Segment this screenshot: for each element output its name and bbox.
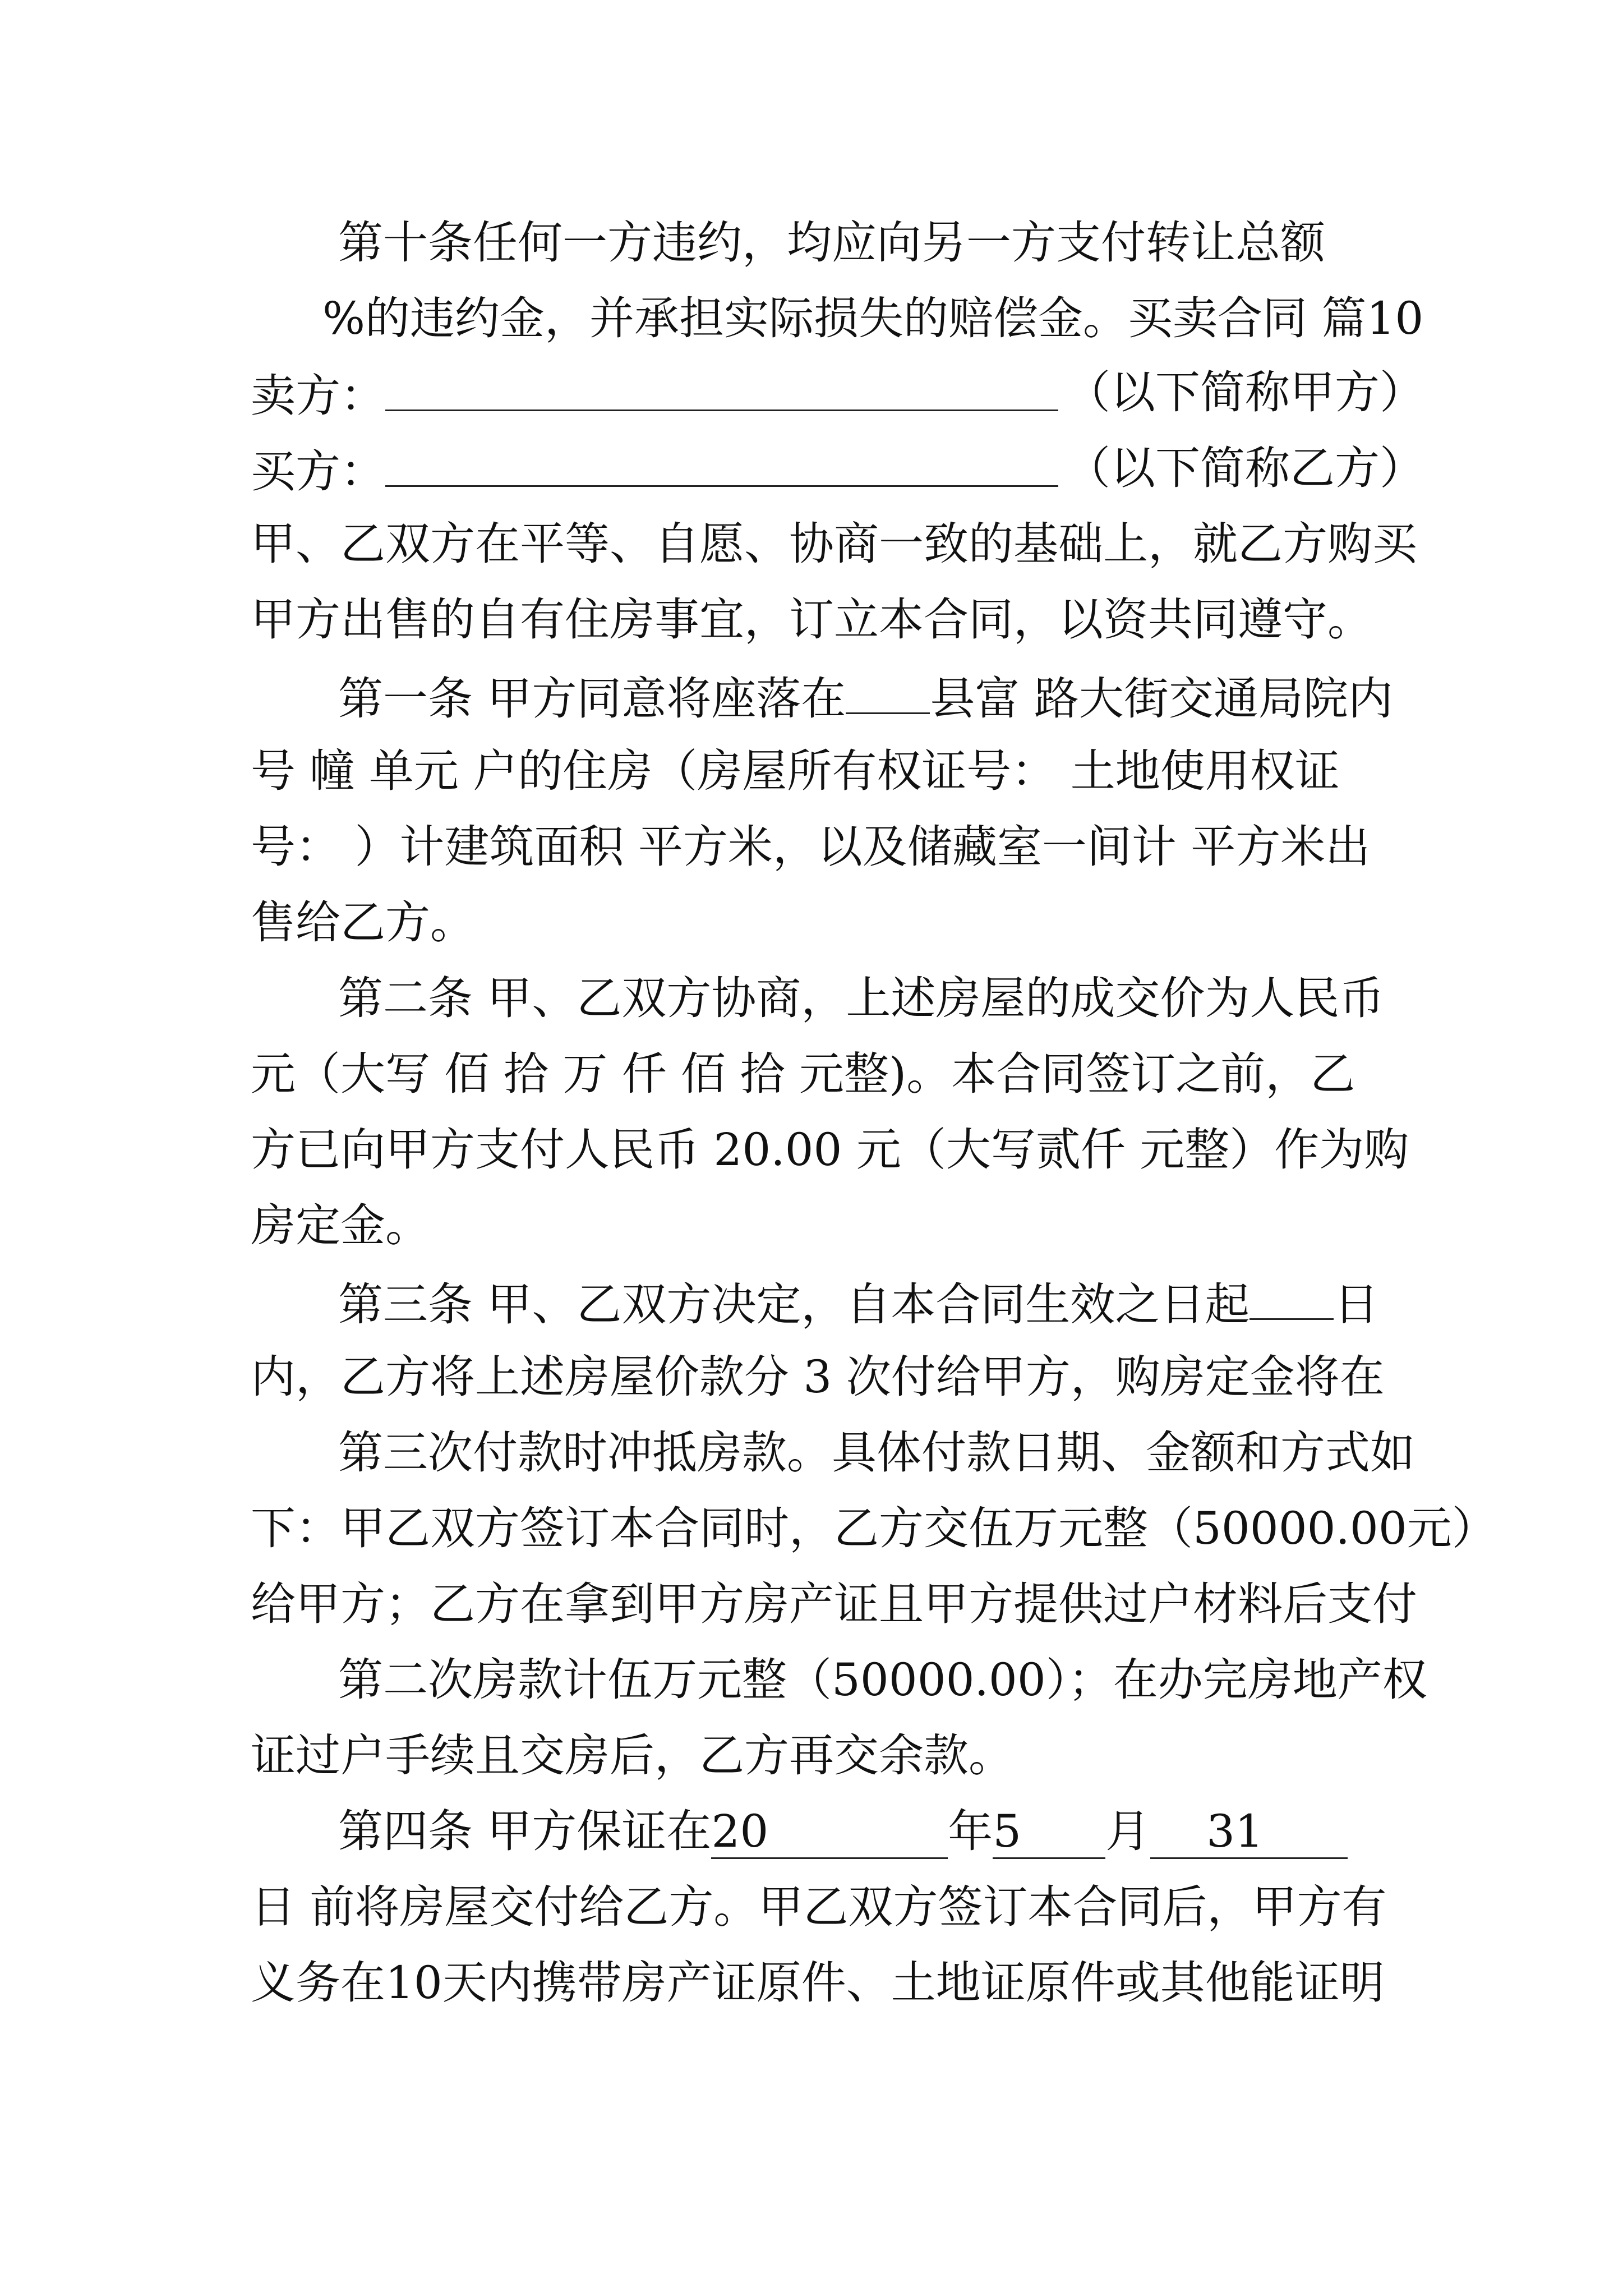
month-label: 月 [1105,1805,1151,1857]
clause-two-line-3: 方已向甲方支付人民币 20.00 元（大写贰仟 元整）作为购 [251,1124,1409,1176]
days-blank [1249,1273,1334,1320]
buyer-blank [385,440,1058,487]
clause-three-line-2: 内，乙方将上述房屋价款分 3 次付给甲方，购房定金将在 [251,1351,1385,1403]
year-prefix: 20 [711,1805,769,1857]
clause-one-part-a: 第一条 甲方同意将座落在 [338,673,846,725]
clause-two-line-2: 元（大写 佰 拾 万 仟 佰 拾 元整)。本合同签订之前，乙 [251,1048,1355,1100]
seller-label: 卖方： [251,370,385,422]
clause-one-line-3: 号： ）计建筑面积 平方米，以及储藏室一间计 平方米出 [251,821,1371,873]
month-value: 5 [993,1805,1022,1857]
clause-four-line-3: 义务在10天内携带房产证原件、土地证原件或其他能证明 [251,1957,1385,2009]
clause-one-line-2: 号 幢 单元 户的住房（房屋所有权证号： 土地使用权证 [251,745,1340,797]
preamble-line-2: 甲方出售的自有住房事宜，订立本合同，以资共同遵守。 [251,593,1372,646]
clause-three-part-b: 日 [1334,1278,1379,1331]
clause-three-line-7: 证过户手续且交房后，乙方再交余款。 [251,1729,1013,1782]
month-blank [993,1805,1105,1859]
year-label: 年 [948,1805,993,1857]
day-value: 31 [1206,1805,1264,1857]
clause-ten-line-1: 第十条任何一方违约，均应向另一方支付转让总额 [338,217,1325,269]
preamble-line-1: 甲、乙双方在平等、自愿、协商一致的基础上，就乙方购买 [251,518,1417,570]
clause-three-line-5: 给甲方；乙方在拿到甲方房产证且甲方提供过户材料后支付 [251,1578,1417,1630]
clause-four-line-1 [338,1803,1348,1860]
clause-ten-line-2: %的违约金，并承担实际损失的赔偿金。买卖合同 篇10 [322,292,1424,344]
seller-blank [385,365,1058,411]
clause-four-line-2: 日 前将房屋交付给乙方。甲乙双方签订本合同后，甲方有 [251,1881,1387,1933]
buyer-line [251,440,1058,500]
clause-three-line-1 [338,1273,1378,1333]
clause-three-line-4: 下：甲乙双方签订本合同时，乙方交伍万元整（50000.00元） [251,1502,1497,1554]
day-blank [1150,1805,1348,1859]
clause-two-line-4: 房定金。 [251,1199,430,1251]
clause-one-line-1 [338,668,1393,727]
clause-one-line-4: 售给乙方。 [251,896,475,949]
buyer-suffix: （以下简称乙方） [1066,442,1424,494]
clause-three-line-6: 第二次房款计伍万元整（50000.00）；在办完房地产权 [338,1654,1427,1706]
year-blank [711,1805,948,1859]
seller-line [251,365,1058,424]
seller-suffix: （以下简称甲方） [1066,366,1424,418]
clause-one-part-b: 县富 路大街交通局院内 [930,673,1393,725]
clause-two-line-1: 第二条 甲、乙双方协商，上述房屋的成交价为人民币 [338,972,1385,1024]
buyer-label: 买方： [251,445,385,498]
clause-three-part-a: 第三条 甲、乙双方决定，自本合同生效之日起 [338,1278,1250,1331]
clause-four-part-a: 第四条 甲方保证在 [338,1805,712,1857]
clause-three-line-3: 第三次付款时冲抵房款。具体付款日期、金额和方式如 [338,1427,1415,1479]
location-blank [846,668,930,714]
